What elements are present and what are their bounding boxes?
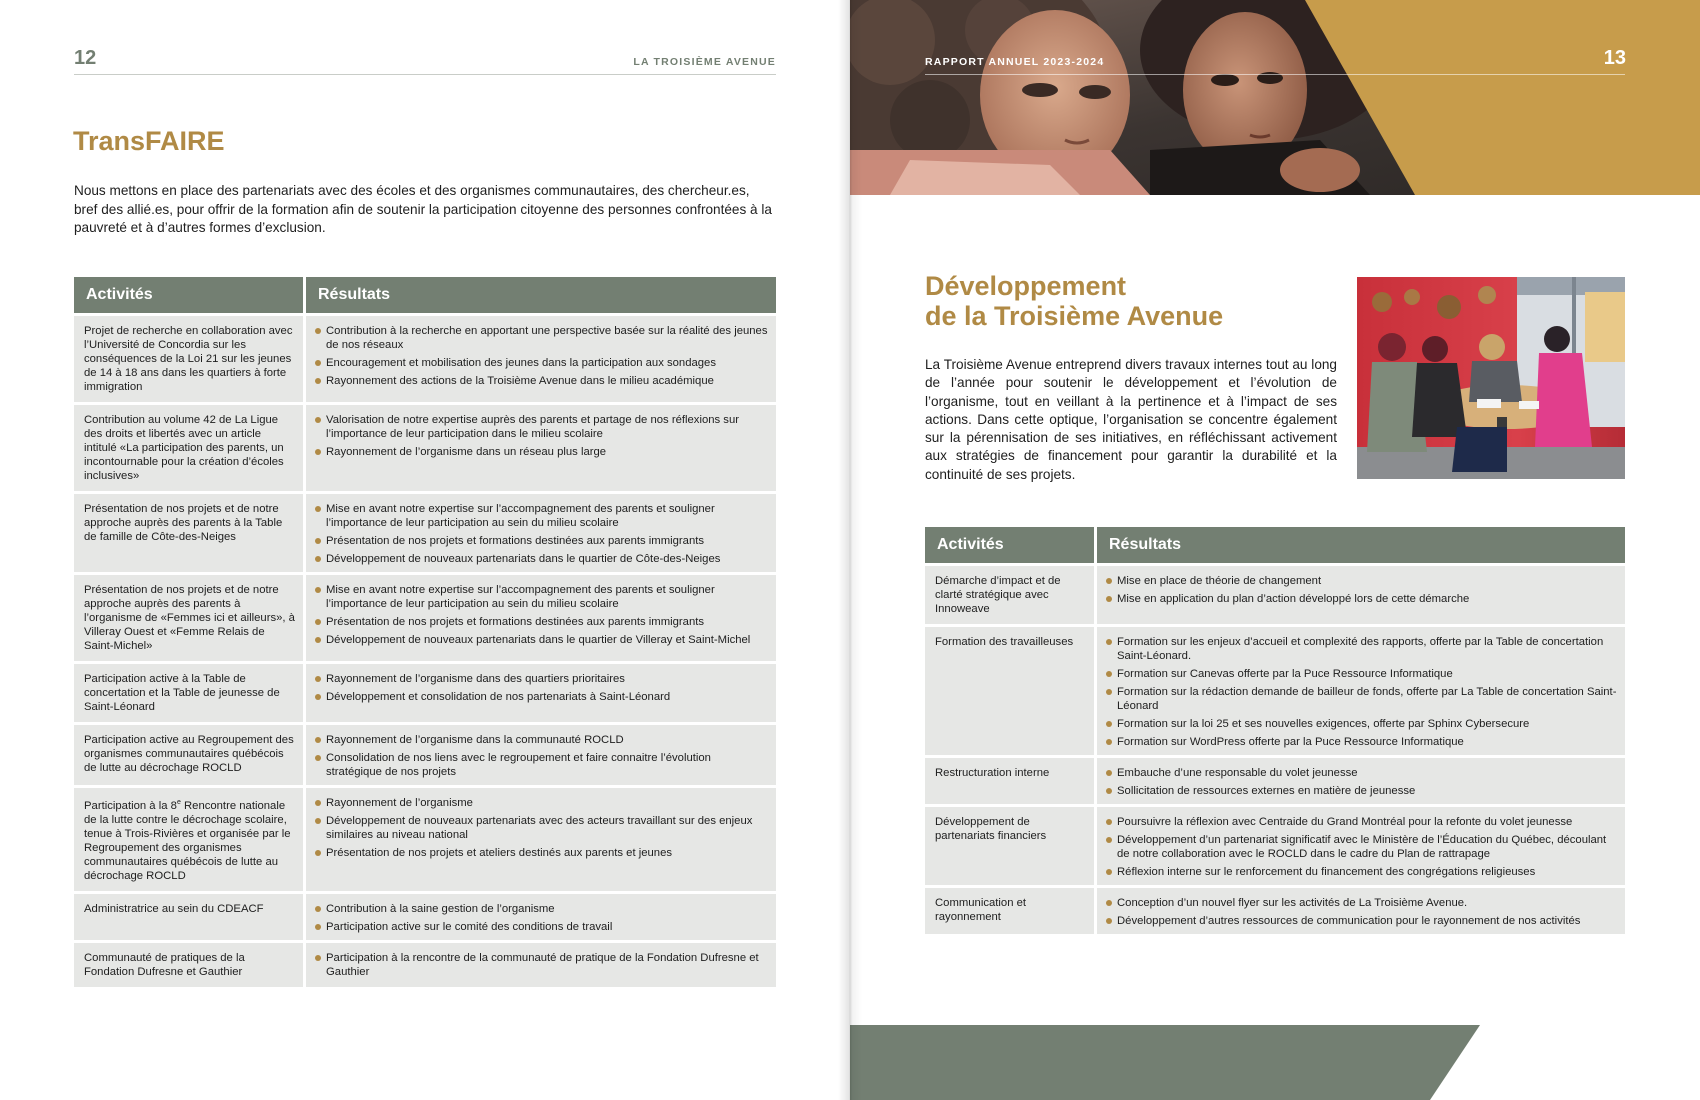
section-intro: La Troisième Avenue entreprend divers travaux internes tout au long de l’année pour soutenir le développement et l’évolution de l’organisme, tout en veillant à la pertinence et à l’impact de ses actions. Dans cette optique, l’organisation se concentre également sur la pérennisation de ses initiatives, en réfléchissant activement aux stratégies de financement pour garantir la durabilité et la continuité de ses projets. bbox=[925, 357, 1337, 482]
result-item: Embauche d’une responsable du volet jeunesse bbox=[1105, 766, 1617, 780]
table-row bbox=[925, 566, 1625, 624]
results-cell bbox=[306, 575, 776, 661]
table-row bbox=[74, 575, 776, 661]
results-cell bbox=[1097, 566, 1625, 624]
page-number: 13 bbox=[1603, 47, 1626, 69]
activity-cell: Présentation de nos projets et de notre approche auprès des parents à la Table de famille de Côte-des-Neiges bbox=[74, 494, 303, 572]
result-item: Sollicitation de ressources externes en matière de jeunesse bbox=[1105, 784, 1617, 798]
header-rule bbox=[925, 74, 1625, 75]
table-row bbox=[925, 758, 1625, 804]
result-item: Formation sur la rédaction demande de bailleur de fonds, offerte par La Table de concertation Saint-Léonard bbox=[1105, 685, 1617, 713]
table-row bbox=[74, 494, 776, 572]
result-item: Présentation de nos projets et formations destinées aux parents immigrants bbox=[314, 534, 768, 548]
activity-cell: Participation à la 8e Rencontre nationale de la lutte contre le décrochage scolaire, tenue à Trois-Rivières et organisée par le Regroupement des organismes communautaires québécois de lutte au décrochage ROCLD bbox=[74, 788, 303, 891]
activity-cell: Développement de partenariats financiers bbox=[925, 807, 1094, 885]
running-title: RAPPORT ANNUEL 2023-2024 bbox=[925, 56, 1105, 68]
activity-cell: Restructuration interne bbox=[925, 758, 1094, 804]
table-row bbox=[925, 807, 1625, 885]
result-item: Développement de nouveaux partenariats avec des acteurs travaillant sur des enjeux similaires au niveau national bbox=[314, 814, 768, 842]
result-item: Consolidation de nos liens avec le regroupement et faire connaitre l’évolution stratégique de nos projets bbox=[314, 751, 768, 779]
table-row bbox=[74, 664, 776, 722]
section-title-line1: Développement bbox=[925, 271, 1127, 301]
activity-cell: Communauté de pratiques de la Fondation Dufresne et Gauthier bbox=[74, 943, 303, 987]
running-title: LA TROISIÈME AVENUE bbox=[633, 56, 776, 68]
table-row bbox=[74, 405, 776, 491]
activity-cell: Projet de recherche en collaboration avec l’Université de Concordia sur les conséquences de la Loi 21 sur les jeunes de 14 à 18 ans dans les quartiers à forte immigration bbox=[74, 316, 303, 402]
header-rule bbox=[74, 74, 776, 75]
result-item: Rayonnement des actions de la Troisième Avenue dans le milieu académique bbox=[314, 374, 768, 388]
activity-cell: Communication et rayonnement bbox=[925, 888, 1094, 934]
result-item: Formation sur les enjeux d’accueil et complexité des rapports, offerte par la Table de concertation Saint-Léonard. bbox=[1105, 635, 1617, 663]
section-title: TransFAIRE bbox=[73, 126, 225, 156]
results-cell bbox=[306, 725, 776, 785]
table-row bbox=[925, 888, 1625, 934]
result-item: Rayonnement de l’organisme dans un réseau plus large bbox=[314, 445, 768, 459]
table-row bbox=[74, 943, 776, 987]
photo-two-girls bbox=[850, 0, 1700, 195]
result-item: Contribution à la recherche en apportant une perspective basée sur la réalité des jeunes de nos réseaux bbox=[314, 324, 768, 352]
result-item: Développement et consolidation de nos partenariats à Saint-Léonard bbox=[314, 690, 768, 704]
results-cell bbox=[306, 316, 776, 402]
footer-band bbox=[850, 1025, 1700, 1100]
table-row bbox=[925, 627, 1625, 755]
result-item: Formation sur Canevas offerte par la Puce Ressource Informatique bbox=[1105, 667, 1617, 681]
table-header-row bbox=[925, 527, 1625, 563]
result-item: Mise en avant notre expertise sur l’accompagnement des parents et souligner l’importance de leur participation au sein du milieu scolaire bbox=[314, 583, 768, 611]
results-cell bbox=[306, 664, 776, 722]
results-cell bbox=[1097, 807, 1625, 885]
table-row bbox=[74, 788, 776, 891]
section-intro: Nous mettons en place des partenariats avec des écoles et des organismes communautaires, des chercheur.es, bref des allié.es, pour offrir de la formation afin de soutenir la participation citoyenne des personnes confrontées à la pauvreté et à d’autres formes d’exclusion. bbox=[74, 183, 772, 235]
result-item: Conception d’un nouvel flyer sur les activités de La Troisième Avenue. bbox=[1105, 896, 1617, 910]
activity-cell: Présentation de nos projets et de notre approche auprès des parents à l’organisme de «Femmes ici et ailleurs», à Villeray Ouest et «Femme Relais de Saint-Michel» bbox=[74, 575, 303, 661]
activities-table bbox=[925, 524, 1625, 937]
page-13 bbox=[850, 0, 1700, 1100]
result-item: Présentation de nos projets et ateliers destinés aux parents et jeunes bbox=[314, 846, 768, 860]
results-cell bbox=[306, 943, 776, 987]
result-item: Valorisation de notre expertise auprès des parents et partage de nos réflexions sur l’importance de leur participation dans le milieu scolaire bbox=[314, 413, 768, 441]
result-item: Développement de nouveaux partenariats dans le quartier de Côte-des-Neiges bbox=[314, 552, 768, 566]
page-number: 12 bbox=[74, 47, 97, 69]
result-item: Contribution à la saine gestion de l’organisme bbox=[314, 902, 768, 916]
hero-photo bbox=[850, 0, 1700, 195]
header-results: Résultats bbox=[306, 277, 776, 313]
result-item: Développement d’un partenariat significatif avec le Ministère de l’Éducation du Québec, découlant de notre collaboration avec le ROCLD dans le cadre du Plan de rattrapage bbox=[1105, 833, 1617, 861]
header-activities: Activités bbox=[925, 527, 1094, 563]
photo-women-meeting-at-table bbox=[1357, 277, 1625, 479]
result-item: Développement de nouveaux partenariats dans le quartier de Villeray et Saint-Michel bbox=[314, 633, 768, 647]
result-item: Mise en avant notre expertise sur l’accompagnement des parents et souligner l’importance de leur participation au sein du milieu scolaire bbox=[314, 502, 768, 530]
results-cell bbox=[1097, 758, 1625, 804]
result-item: Rayonnement de l’organisme bbox=[314, 796, 768, 810]
activity-cell: Participation active à la Table de concertation et la Table de jeunesse de Saint-Léonard bbox=[74, 664, 303, 722]
results-cell bbox=[1097, 888, 1625, 934]
table-row bbox=[74, 894, 776, 940]
results-cell bbox=[1097, 627, 1625, 755]
header-activities: Activités bbox=[74, 277, 303, 313]
result-item: Présentation de nos projets et formations destinées aux parents immigrants bbox=[314, 615, 768, 629]
result-item: Rayonnement de l’organisme dans la communauté ROCLD bbox=[314, 733, 768, 747]
table-row bbox=[74, 316, 776, 402]
table-row bbox=[74, 725, 776, 785]
result-item: Réflexion interne sur le renforcement du financement des congrégations religieuses bbox=[1105, 865, 1617, 879]
result-item: Mise en application du plan d’action développé lors de cette démarche bbox=[1105, 592, 1617, 606]
result-item: Encouragement et mobilisation des jeunes dans la participation aux sondages bbox=[314, 356, 768, 370]
result-item: Participation active sur le comité des conditions de travail bbox=[314, 920, 768, 934]
results-cell bbox=[306, 405, 776, 491]
results-cell bbox=[306, 494, 776, 572]
activity-cell: Formation des travailleuses bbox=[925, 627, 1094, 755]
result-item: Poursuivre la réflexion avec Centraide du Grand Montréal pour la refonte du volet jeunesse bbox=[1105, 815, 1617, 829]
result-item: Formation sur la loi 25 et ses nouvelles exigences, offerte par Sphinx Cybersecure bbox=[1105, 717, 1617, 731]
result-item: Participation à la rencontre de la communauté de pratique de la Fondation Dufresne et Gauthier bbox=[314, 951, 768, 979]
section-title-line2: de la Troisième Avenue bbox=[925, 301, 1224, 331]
results-cell bbox=[306, 788, 776, 891]
activity-cell: Contribution au volume 42 de La Ligue des droits et libertés avec un article intitulé «La participation des parents, un incontournable pour la création d’écoles inclusives» bbox=[74, 405, 303, 491]
activity-cell: Administratrice au sein du CDEACF bbox=[74, 894, 303, 940]
activity-cell: Participation active au Regroupement des organismes communautaires québécois de lutte au décrochage ROCLD bbox=[74, 725, 303, 785]
activity-cell: Démarche d’impact et de clarté stratégique avec Innoweave bbox=[925, 566, 1094, 624]
header-results: Résultats bbox=[1097, 527, 1625, 563]
result-item: Formation sur WordPress offerte par la Puce Ressource Informatique bbox=[1105, 735, 1617, 749]
activities-table bbox=[74, 274, 776, 990]
result-item: Développement d’autres ressources de communication pour le rayonnement de nos activités bbox=[1105, 914, 1617, 928]
result-item: Rayonnement de l’organisme dans des quartiers prioritaires bbox=[314, 672, 768, 686]
section-title bbox=[925, 271, 1223, 331]
table-header-row bbox=[74, 277, 776, 313]
results-cell bbox=[306, 894, 776, 940]
result-item: Mise en place de théorie de changement bbox=[1105, 574, 1617, 588]
